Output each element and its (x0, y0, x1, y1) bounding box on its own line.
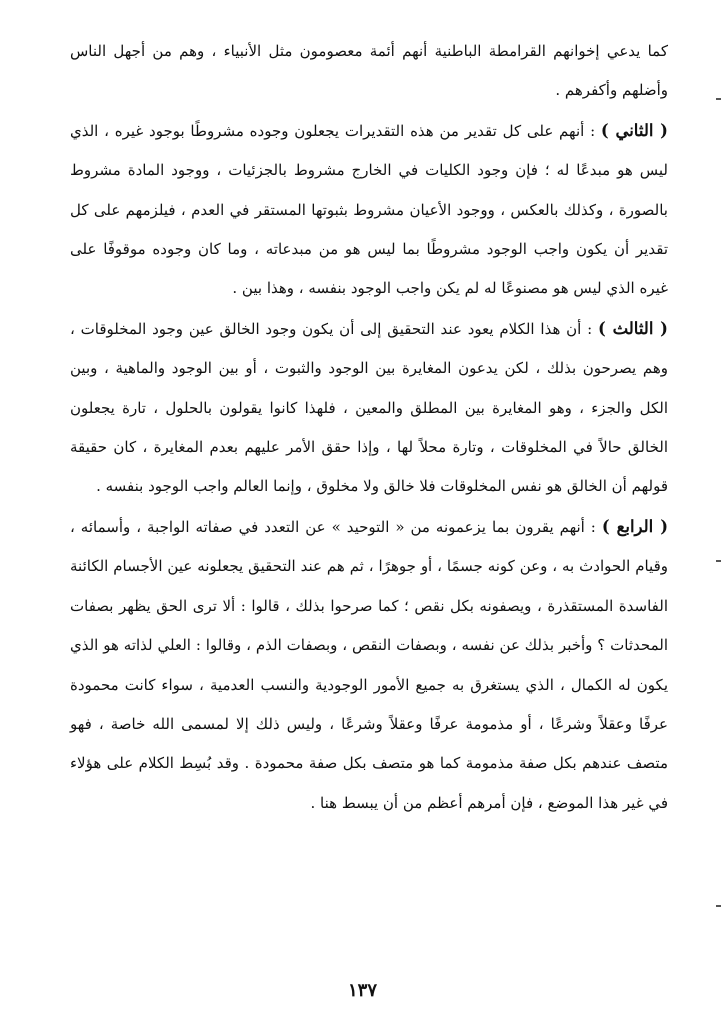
scan-mark (716, 560, 721, 562)
heading-second: ( الثاني ) (600, 120, 668, 140)
scan-mark (716, 905, 721, 907)
page-number: ١٣٧ (347, 980, 377, 1001)
page-body (70, 32, 668, 823)
paragraph-intro-text: كما يدعي إخوانهم القرامطة الباطنية أنهم أئمة معصومون مثل الأنبياء ، وهم من أجهل الناس وأضلهم وأكفرهم . (70, 42, 668, 100)
paragraph-fourth (70, 507, 668, 823)
scan-mark (716, 98, 721, 100)
paragraph-third-text: : أن هذا الكلام يعود عند التحقيق إلى أن يكون وجود الخالق عين وجود المخلوقات ، وهم يصرحون بذلك ، لكن يدعون المغايرة بين الوجود والثبوت ، أو بين الوجود والماهية ، وبين الكل والجزء ، وهو المغايرة بين المطلق والمعين ، فلهذا كانوا يقولون بالحلول ، تارة يجعلون الخالق حالاً في المخلوقات ، وتارة محلاً لها ، وإذا حقق الأمر عليهم بعدم المغايرة ، كان حقيقة قولهم أن الخالق هو نفس المخلوقات فلا خالق ولا مخلوق ، وإنما العالم واجب الوجود بنفسه . (70, 319, 668, 496)
heading-fourth: ( الرابع ) (601, 516, 669, 536)
paragraph-second (70, 111, 668, 309)
paragraph-intro (70, 32, 668, 111)
paragraph-fourth-text: : أنهم يقرون بما يزعمونه من « التوحيد » عن التعدد في صفاته الواجبة ، وأسمائه ، وقيام الحوادث به ، وعن كونه جسمًا ، أو جوهرًا ، ثم هم عند التحقيق يجعلونه عين الأجسام الكائنة الفاسدة المستقذرة ، ويصفونه بكل نقص ؛ كما صرحوا بذلك ، قالوا : ألا ترى الحق يظهر بصفات المحدثات ؟ وأخبر بذلك عن نفسه ، وبصفات النقص ، وبصفات الذم ، وقالوا : العلي لذاته هو الذي يكون له الكمال ، الذي يستغرق به جميع الأمور الوجودية والنسب العدمية ، سواء كانت محمودة عرفًا وعقلاً وشرعًا ، أو مذمومة عرفًا وعقلاً وشرعًا ، وليس ذلك إلا لمسمى الله خاصة ، فهو متصف عندهم بكل صفة مذمومة كما هو متصف بكل صفة محمودة . وقد بُسِط الكلام على هؤلاء في غير هذا الموضع ، فإن أمرهم أعظم من أن يبسط هنا . (70, 517, 668, 812)
paragraph-second-text: : أنهم على كل تقدير من هذه التقديرات يجعلون وجوده مشروطًا بوجود غيره ، الذي ليس هو مبدعًا له ؛ فإن وجود الكليات في الخارج مشروط بالجزئيات ، ووجود المادة مشروط بالصورة ، وكذلك بالعكس ، ووجود الأعيان مشروط بثبوتها المستقر في العدم ، فيلزمهم على كل تقدير أن يكون واجب الوجود مشروطًا بما ليس هو من مبدعاته ، وما كان وجوده موقوفًا على غيره الذي ليس هو مصنوعًا له لم يكن واجب الوجود بنفسه ، وهذا بين . (70, 121, 668, 298)
heading-third: ( الثالث ) (597, 318, 668, 338)
paragraph-third (70, 309, 668, 507)
